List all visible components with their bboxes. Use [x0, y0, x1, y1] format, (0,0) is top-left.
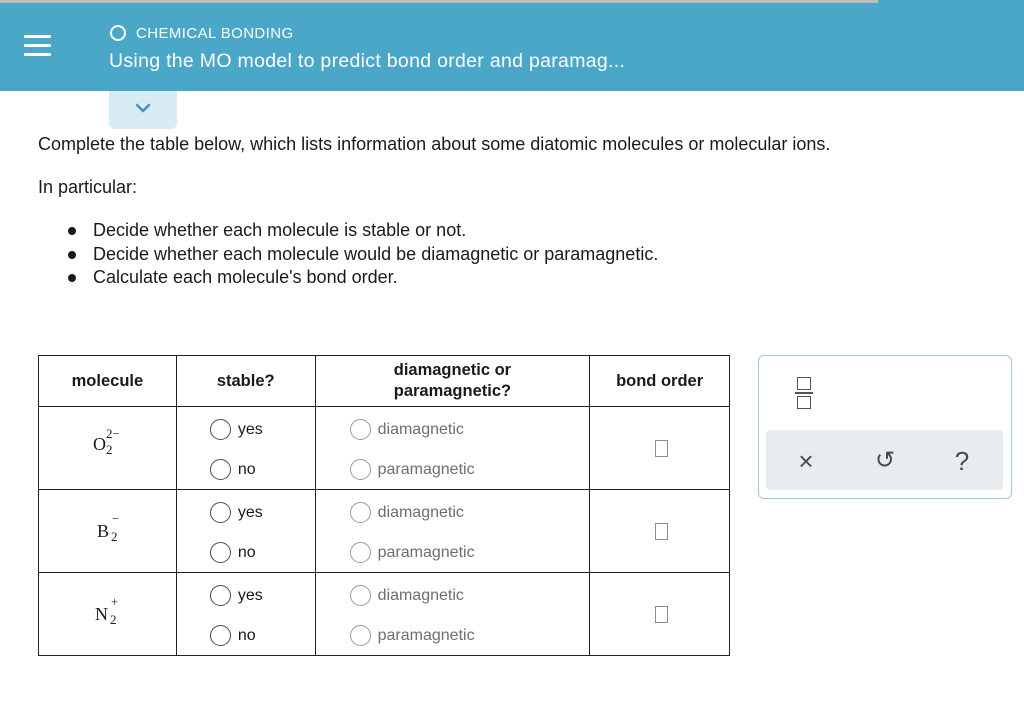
header-magnetic-line2: paramagnetic? [393, 382, 512, 400]
radio-button[interactable] [350, 542, 371, 563]
molecule-table [38, 355, 730, 656]
collapse-header-button[interactable] [109, 91, 177, 129]
bond-order-cell [590, 490, 730, 573]
radio-button[interactable] [210, 419, 231, 440]
radio-button[interactable] [210, 502, 231, 523]
radio-button[interactable] [210, 585, 231, 606]
magnetic-cell: diamagnetic paramagnetic [315, 490, 590, 573]
table-row [39, 490, 730, 573]
section-label: CHEMICAL BONDING [136, 25, 294, 42]
tool-actions-bar [766, 430, 1003, 490]
help-button[interactable]: ? [954, 446, 970, 476]
header-stable: stable? [176, 356, 315, 407]
magnetic-cell: diamagnetic paramagnetic [315, 573, 590, 656]
molecule-cell: B − 2 [39, 490, 177, 573]
page-title: Using the MO model to predict bond order and paramag... [109, 50, 626, 72]
fraction-icon[interactable] [795, 372, 815, 412]
hamburger-menu-icon[interactable] [24, 33, 51, 59]
bond-order-cell [590, 573, 730, 656]
charge-superscript: + [111, 594, 119, 609]
instructions-list [68, 219, 658, 290]
header-molecule: molecule [39, 356, 177, 407]
table-header-row [39, 356, 730, 407]
instructions-particular: In particular: [38, 177, 138, 197]
header-magnetic [315, 356, 590, 407]
radio-button[interactable] [210, 625, 231, 646]
stable-cell: yes no [176, 573, 315, 656]
radio-button[interactable] [350, 625, 371, 646]
subscript: 2 [110, 612, 117, 627]
radio-button[interactable] [350, 459, 371, 480]
progress-line [0, 0, 878, 3]
bond-order-input[interactable] [655, 606, 668, 623]
radio-button[interactable] [350, 419, 371, 440]
molecule-cell: O 2− 2 [39, 407, 177, 490]
instructions-intro: Complete the table below, which lists information about some diatomic molecules or molecular ions. [38, 134, 831, 154]
bond-order-cell [590, 407, 730, 490]
stable-cell: yes no [176, 407, 315, 490]
undo-button[interactable]: ↺ [874, 447, 896, 474]
charge-superscript: − [112, 511, 120, 526]
stable-cell: yes no [176, 490, 315, 573]
bond-order-input[interactable] [655, 523, 668, 540]
header-bond-order: bond order [590, 356, 730, 407]
header-bar [0, 0, 1024, 91]
charge-superscript: 2− [106, 426, 120, 441]
chevron-down-icon [135, 102, 151, 114]
clear-button[interactable]: × [798, 446, 814, 476]
table-row [39, 407, 730, 490]
subscript: 2 [106, 442, 113, 457]
list-item: Calculate each molecule's bond order. [68, 266, 658, 290]
molecule-cell: N + 2 [39, 573, 177, 656]
radio-button[interactable] [210, 459, 231, 480]
radio-button[interactable] [350, 585, 371, 606]
radio-button[interactable] [350, 502, 371, 523]
magnetic-cell: diamagnetic paramagnetic [315, 407, 590, 490]
subscript: 2 [111, 529, 118, 544]
bond-order-input[interactable] [655, 440, 668, 457]
list-item: Decide whether each molecule is stable or not. [68, 219, 658, 243]
answer-tools-panel [758, 355, 1012, 499]
header-magnetic-line1: diamagnetic or [393, 361, 512, 379]
radio-button[interactable] [210, 542, 231, 563]
list-item: Decide whether each molecule would be diamagnetic or paramagnetic. [68, 243, 658, 267]
section-status-icon [110, 25, 126, 41]
table-row [39, 573, 730, 656]
